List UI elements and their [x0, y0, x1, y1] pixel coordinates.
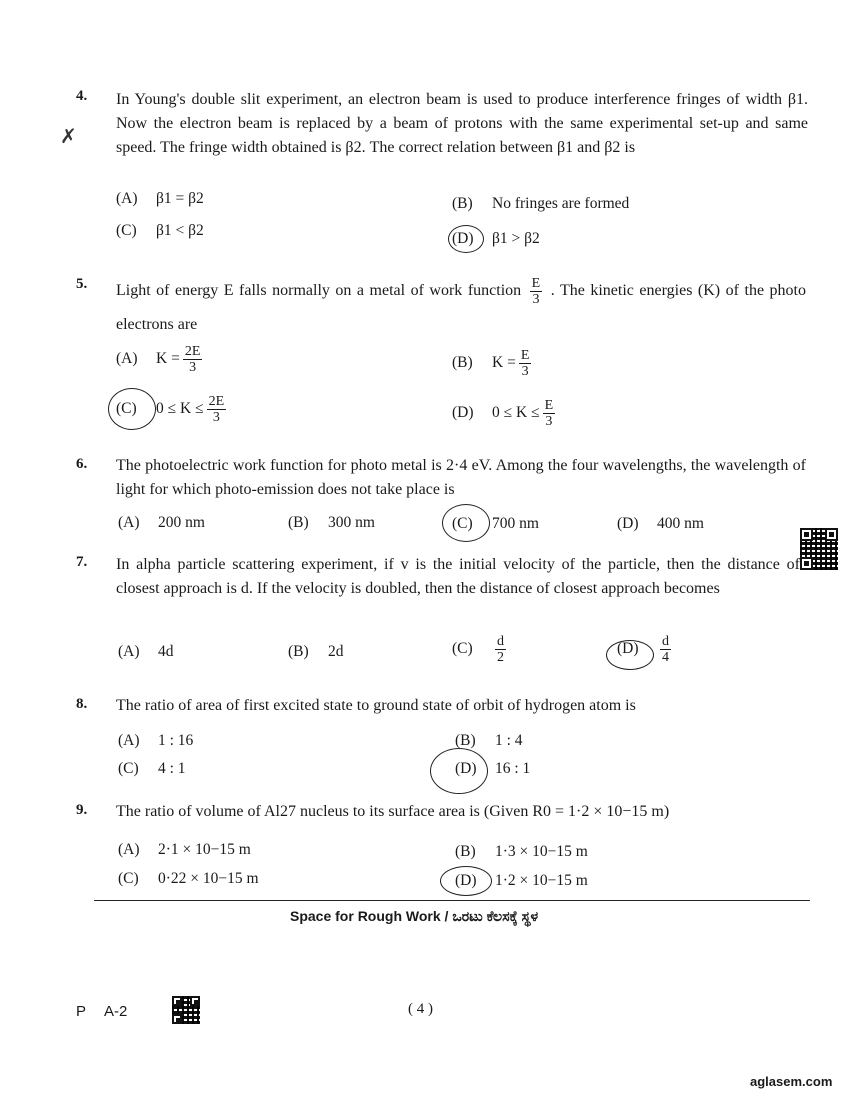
option-prefix: K = [156, 350, 180, 368]
question-9-text: The ratio of volume of Al27 nucleus to its surface area is (Given R0 = 1·2 × 10−15 m) [116, 803, 670, 820]
option-label: (B) [452, 195, 473, 212]
question-4-option-b[interactable] [452, 195, 629, 213]
option-text: 700 nm [492, 515, 539, 532]
fraction-denominator: 3 [532, 291, 540, 307]
option-text: 200 nm [158, 514, 205, 531]
option-text: 1 : 4 [495, 732, 523, 749]
option-text: 1 : 16 [158, 732, 194, 749]
option-text: 4d [158, 643, 174, 660]
question-9-number: 9. [76, 802, 88, 818]
option-label: (A) [116, 190, 138, 207]
answer-circle-mark-icon [430, 748, 488, 794]
fraction-denominator: 4 [662, 650, 669, 665]
fraction-numerator: 2E [208, 394, 225, 409]
option-label: (A) [118, 643, 140, 660]
option-fraction [543, 398, 556, 429]
option-text: 1·3 × 10−15 m [495, 843, 588, 860]
question-4-option-c[interactable] [116, 222, 204, 240]
option-label: (D) [455, 872, 477, 889]
fraction-denominator: 3 [189, 360, 197, 375]
question-4-text: In Young's double slit experiment, an electron beam is used to produce interference fringes of width β1. Now the electron beam is replaced by a beam of protons with the same experimental set-up and same speed. The fringe width obtained is β2. The correct relation between β1 and β2 is [116, 91, 808, 156]
question-9-option-c[interactable] [118, 870, 259, 888]
rough-work-label: Space for Rough Work / ಒರಟು ಕೆಲಸಕ್ಕೆ ಸ್ಥಳ [290, 908, 539, 924]
fraction-denominator: 3 [212, 410, 220, 425]
option-label: (C) [452, 640, 473, 658]
question-7-number: 7. [76, 554, 88, 570]
option-label: (D) [452, 404, 474, 422]
option-prefix: 0 ≤ K ≤ [492, 404, 540, 422]
fraction-numerator: d [662, 634, 669, 649]
option-text: 4 : 1 [158, 760, 186, 777]
question-9-option-a[interactable] [118, 841, 251, 859]
answer-circle-mark-icon [440, 866, 492, 896]
option-fraction [495, 634, 506, 665]
question-4-number: 4. [76, 88, 88, 104]
fraction-numerator: E [544, 398, 554, 413]
question-5-option-a[interactable] [116, 344, 205, 375]
question-8-option-a[interactable] [118, 732, 193, 750]
option-label: (C) [118, 760, 139, 777]
option-label: (D) [617, 515, 639, 532]
option-label: (A) [118, 732, 140, 749]
option-label: (B) [455, 843, 476, 860]
fraction-denominator: 3 [521, 364, 529, 379]
question-6-text: The photoelectric work function for photo metal is 2·4 eV. Among the four wavelengths, the wavelength of light for which photo-emission does not take place is [116, 457, 806, 498]
fraction-denominator: 3 [545, 414, 553, 429]
option-label: (A) [118, 514, 140, 531]
fraction-numerator: E [520, 348, 530, 363]
option-fraction [519, 348, 532, 379]
option-text: β1 > β2 [492, 230, 540, 247]
question-5-text [116, 274, 806, 342]
question-4-option-a[interactable] [116, 190, 204, 208]
qr-code-icon [172, 996, 200, 1024]
question-5-option-d[interactable] [452, 398, 558, 429]
option-fraction [183, 344, 203, 375]
question-6-option-a[interactable] [118, 514, 205, 532]
fraction-numerator: E [531, 275, 541, 291]
option-label: (A) [116, 350, 138, 368]
option-fraction [207, 394, 227, 425]
option-label: (B) [452, 354, 473, 372]
question-7-option-c[interactable] [452, 634, 509, 665]
answer-circle-mark-icon [606, 640, 654, 670]
option-label: (C) [116, 400, 137, 418]
footer-version: A-2 [104, 1003, 128, 1020]
question-8-text: The ratio of area of first excited state to ground state of orbit of hydrogen atom is [116, 697, 636, 714]
option-text: 0·22 × 10−15 m [158, 870, 259, 887]
option-label: (C) [452, 515, 473, 532]
answer-circle-mark-icon [108, 388, 156, 430]
question-7-option-b[interactable] [288, 643, 344, 661]
question-6-option-b[interactable] [288, 514, 375, 532]
option-text: 300 nm [328, 514, 375, 531]
fraction-numerator: d [497, 634, 504, 649]
footer-page-number: ( 4 ) [408, 1001, 433, 1017]
option-label: (A) [118, 841, 140, 858]
qr-code-icon [800, 528, 838, 570]
question-8-option-b[interactable] [455, 732, 523, 750]
option-label: (D) [455, 760, 477, 777]
option-text: 2d [328, 643, 344, 660]
rough-work-divider [94, 900, 810, 901]
question-7-text: In alpha particle scattering experiment, if v is the initial velocity of the particle, then the distance of closest approach is d. If the velocity is doubled, then the distance of closest approach becomes [116, 556, 800, 597]
option-label: (D) [452, 230, 474, 247]
fraction-denominator: 2 [497, 650, 504, 665]
option-label: (D) [617, 640, 639, 658]
question-5-option-b[interactable] [452, 348, 534, 379]
footer-brand: aglasem.com [750, 1074, 833, 1089]
cross-mark-icon: ✗ [60, 124, 77, 148]
option-label: (B) [455, 732, 476, 749]
question-7-option-a[interactable] [118, 643, 174, 661]
fraction-numerator: 2E [184, 344, 201, 359]
option-text: 2·1 × 10−15 m [158, 841, 251, 858]
option-prefix: 0 ≤ K ≤ [156, 400, 204, 418]
question-5-text-before: Light of energy E falls normally on a metal of work function [116, 282, 522, 299]
work-function-fraction [530, 276, 543, 307]
option-fraction [660, 634, 671, 665]
option-label: (B) [288, 514, 309, 531]
option-label: (B) [288, 643, 309, 660]
option-text: 1·2 × 10−15 m [495, 872, 588, 889]
option-prefix: K = [492, 354, 516, 372]
option-label: (C) [116, 222, 137, 239]
question-5-number: 5. [76, 276, 88, 292]
question-6-number: 6. [76, 456, 88, 472]
answer-circle-mark-icon [442, 504, 490, 542]
option-text: 400 nm [657, 515, 704, 532]
question-6-option-d[interactable] [617, 515, 704, 533]
question-8-option-c[interactable] [118, 760, 186, 778]
option-text: No fringes are formed [492, 195, 630, 212]
option-label: (C) [118, 870, 139, 887]
question-9-option-b[interactable] [455, 843, 588, 861]
option-text: β1 = β2 [156, 190, 204, 207]
question-5-text-after: . The kinetic energies (K) of the photo electrons are [116, 282, 806, 333]
question-8-number: 8. [76, 696, 88, 712]
option-text: β1 < β2 [156, 222, 204, 239]
answer-circle-mark-icon [448, 225, 484, 253]
footer-set-code: P [76, 1003, 87, 1020]
option-text: 16 : 1 [495, 760, 531, 777]
